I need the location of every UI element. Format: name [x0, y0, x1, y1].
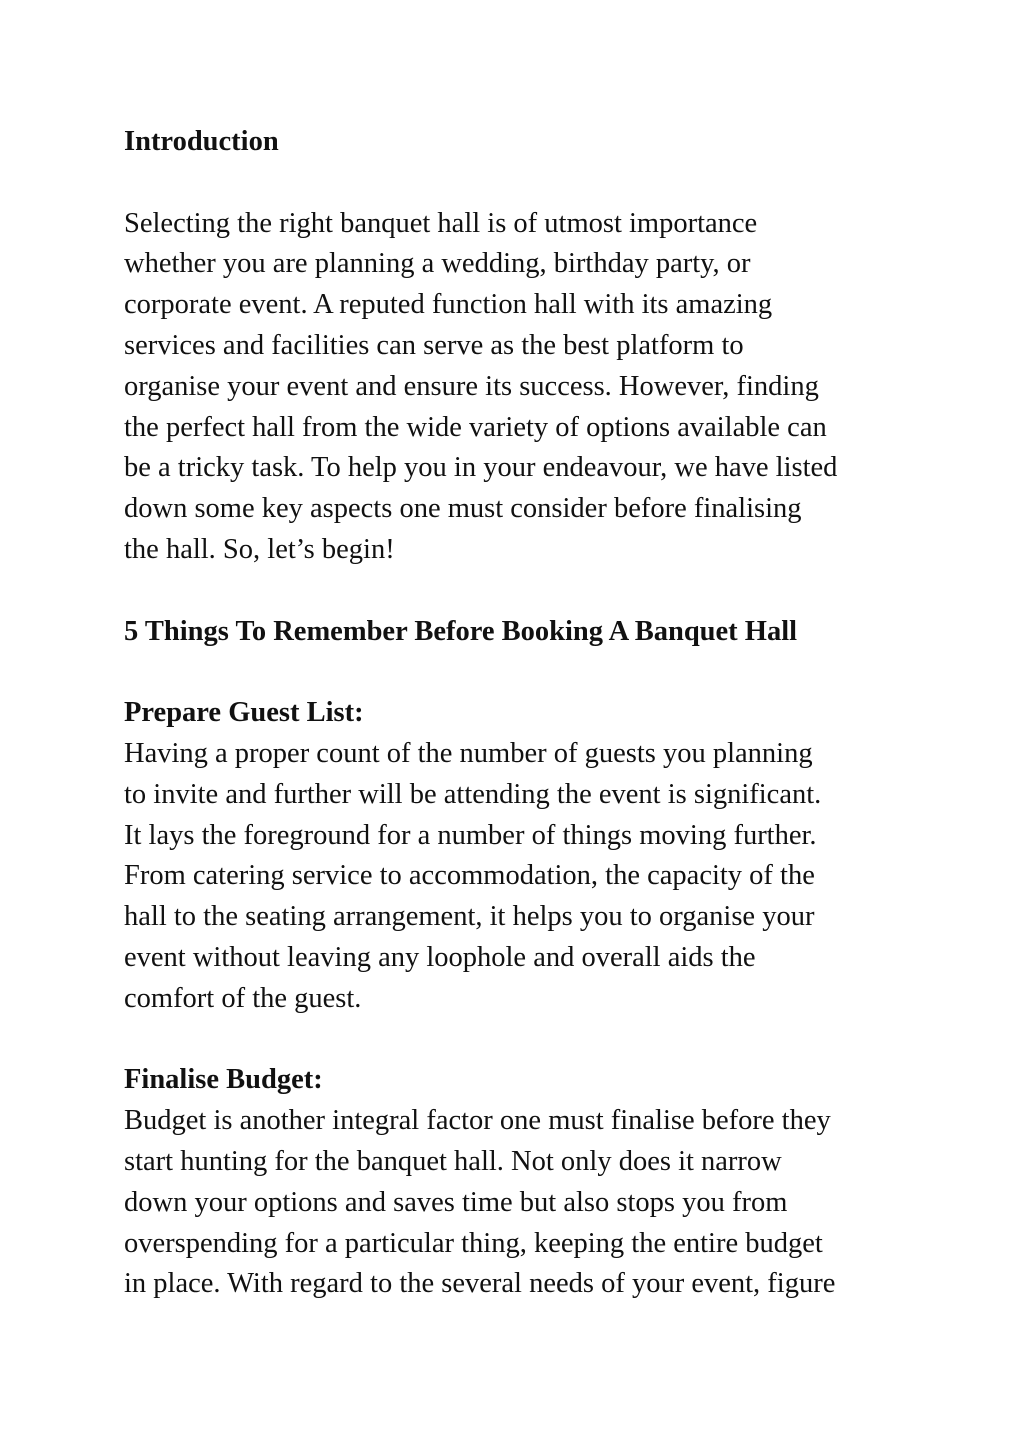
intro-line: be a tricky task. To help you in your endeavour, we have listed — [124, 452, 838, 484]
guest-list-line: It lays the foreground for a number of things moving further. — [124, 819, 817, 851]
intro-line: down some key aspects one must consider before finalising — [124, 493, 802, 525]
intro-paragraph — [124, 204, 914, 571]
budget-line: in place. With regard to the several needs of your event, figure — [124, 1268, 836, 1300]
intro-line: the perfect hall from the wide variety of options available can — [124, 411, 827, 443]
guest-list-line: comfort of the guest. — [124, 982, 362, 1014]
guest-list-line: hall to the seating arrangement, it helps you to organise your — [124, 901, 815, 933]
budget-line: down your options and saves time but also stops you from — [124, 1186, 788, 1218]
paragraph-gap — [124, 571, 914, 612]
intro-heading: Introduction — [124, 126, 279, 157]
budget-line: overspending for a particular thing, keeping the entire budget — [124, 1227, 823, 1259]
section-heading-guest-list: Prepare Guest List: — [124, 697, 364, 729]
guest-list-line: event without leaving any loophole and overall aids the — [124, 941, 756, 973]
document-body — [124, 122, 914, 1305]
paragraph-gap — [124, 1020, 914, 1061]
budget-line: Budget is another integral factor one must finalise before they — [124, 1105, 831, 1137]
budget-paragraph — [124, 1101, 914, 1305]
intro-line: organise your event and ensure its success. However, finding — [124, 370, 819, 402]
intro-line: the hall. So, let’s begin! — [124, 533, 395, 565]
intro-line: services and facilities can serve as the best platform to — [124, 329, 744, 361]
intro-line: Selecting the right banquet hall is of utmost importance — [124, 207, 758, 239]
budget-line: start hunting for the banquet hall. Not only does it narrow — [124, 1145, 782, 1177]
paragraph-gap — [124, 652, 914, 693]
intro-line: whether you are planning a wedding, birthday party, or — [124, 248, 751, 280]
main-heading: 5 Things To Remember Before Booking A Banquet Hall — [124, 615, 798, 647]
guest-list-line: to invite and further will be attending the event is significant. — [124, 778, 822, 810]
guest-list-paragraph — [124, 734, 914, 1020]
section-heading-budget: Finalise Budget: — [124, 1064, 323, 1096]
paragraph-gap — [124, 163, 914, 204]
guest-list-line: From catering service to accommodation, the capacity of the — [124, 860, 815, 892]
guest-list-line: Having a proper count of the number of guests you planning — [124, 737, 813, 769]
intro-line: corporate event. A reputed function hall with its amazing — [124, 289, 773, 321]
